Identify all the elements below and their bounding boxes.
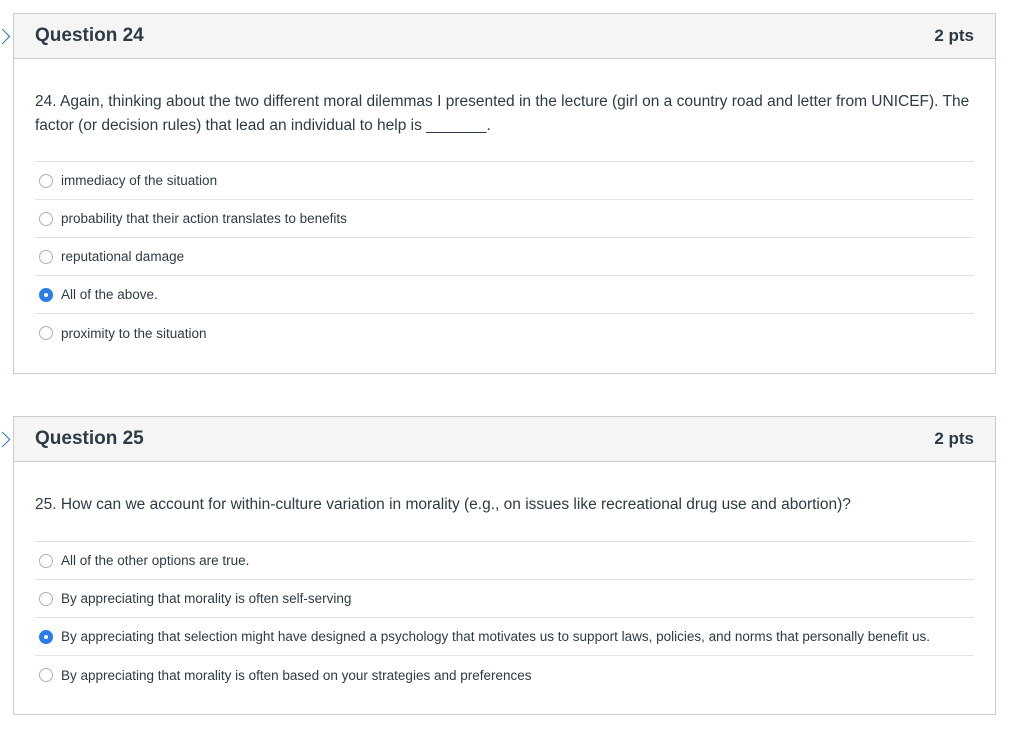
question-body <box>14 90 995 352</box>
answer-option[interactable] <box>35 162 974 200</box>
radio-button[interactable] <box>39 554 53 568</box>
radio-button[interactable] <box>39 212 53 226</box>
question-title: Question 25 <box>35 428 144 449</box>
answer-option[interactable] <box>35 542 974 580</box>
answer-label: proximity to the situation <box>61 325 207 341</box>
answer-option[interactable] <box>35 618 974 656</box>
answer-option[interactable] <box>35 200 974 238</box>
question-header <box>14 417 995 462</box>
question-flag-icon[interactable] <box>0 432 10 448</box>
answer-option[interactable] <box>35 238 974 276</box>
answer-label: All of the other options are true. <box>61 553 250 568</box>
question-title: Question 24 <box>35 25 144 46</box>
answer-label: All of the above. <box>61 287 158 302</box>
answer-label: reputational damage <box>61 249 185 264</box>
answer-option[interactable] <box>35 656 974 694</box>
answer-label: By appreciating that morality is often based on your strategies and preferences <box>61 667 532 683</box>
question-24 <box>13 13 996 374</box>
radio-button[interactable] <box>39 668 53 682</box>
radio-button[interactable] <box>39 326 53 340</box>
question-text: 24. Again, thinking about the two different moral dilemmas I presented in the lecture (girl on a country road and letter from UNICEF). The factor (or decision rules) that lead an individual to help is _______. <box>35 93 970 134</box>
answer-option[interactable] <box>35 314 974 352</box>
answer-label: probability that their action translates to benefits <box>61 211 347 226</box>
radio-button-selected[interactable] <box>39 288 53 302</box>
question-header <box>14 14 995 59</box>
radio-button[interactable] <box>39 592 53 606</box>
question-flag-icon[interactable] <box>0 29 10 45</box>
answer-list <box>35 161 974 352</box>
radio-button[interactable] <box>39 250 53 264</box>
answer-label: By appreciating that morality is often self-serving <box>61 591 352 606</box>
answer-option[interactable] <box>35 580 974 618</box>
answer-label: immediacy of the situation <box>61 173 218 188</box>
answer-list <box>35 541 974 694</box>
radio-button-selected[interactable] <box>39 630 53 644</box>
question-points: 2 pts <box>934 429 974 448</box>
question-points: 2 pts <box>934 26 974 45</box>
question-25 <box>13 416 996 715</box>
answer-option[interactable] <box>35 276 974 314</box>
answer-label: By appreciating that selection might have designed a psychology that motivates us to support laws, policies, and norms that personally benefit us. <box>61 629 930 644</box>
radio-button[interactable] <box>39 174 53 188</box>
question-body <box>14 493 995 694</box>
question-text: 25. How can we account for within-culture variation in morality (e.g., on issues like recreational drug use and abortion)? <box>35 496 851 513</box>
